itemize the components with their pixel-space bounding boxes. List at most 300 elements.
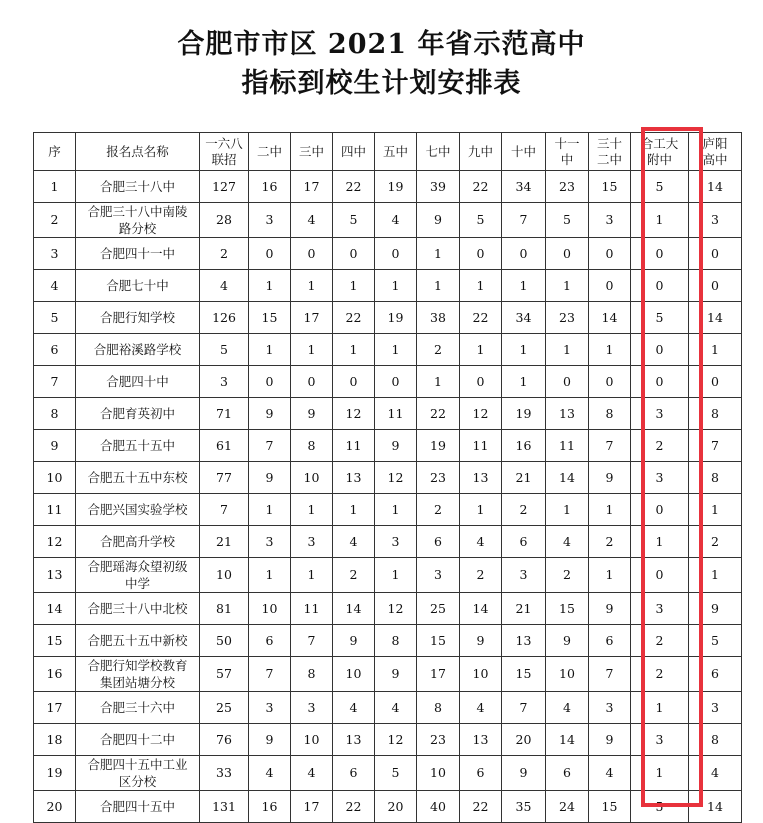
school-name-cell: 合肥七十中 — [76, 270, 200, 302]
quota-cell: 6 — [689, 657, 742, 692]
school-name-cell: 合肥三十八中南陵 路分校 — [76, 203, 200, 238]
quota-cell: 8 — [589, 398, 631, 430]
quota-cell: 13 — [460, 462, 502, 494]
school-name-cell: 合肥三十六中 — [76, 692, 200, 724]
quota-cell: 0 — [375, 366, 417, 398]
quota-cell: 1 — [417, 238, 460, 270]
quota-cell: 16 — [249, 171, 291, 203]
row-index-cell: 16 — [34, 657, 76, 692]
row-index-cell: 2 — [34, 203, 76, 238]
quota-cell: 0 — [375, 238, 417, 270]
header-hfut-affiliated: 合工大 附中 — [631, 133, 689, 171]
quota-cell: 12 — [375, 724, 417, 756]
quota-cell: 6 — [546, 756, 589, 791]
quota-cell: 14 — [546, 462, 589, 494]
quota-cell: 0 — [502, 238, 546, 270]
table-row — [34, 625, 742, 657]
quota-cell: 9 — [249, 724, 291, 756]
table-row — [34, 657, 742, 692]
quota-cell: 2 — [631, 657, 689, 692]
quota-cell: 1 — [333, 494, 375, 526]
quota-cell: 1 — [631, 526, 689, 558]
quota-cell: 1 — [417, 270, 460, 302]
table-row — [34, 526, 742, 558]
school-name-cell: 合肥四十五中工业 区分校 — [76, 756, 200, 791]
quota-cell: 22 — [417, 398, 460, 430]
quota-cell: 9 — [333, 625, 375, 657]
quota-cell: 0 — [291, 238, 333, 270]
quota-cell: 9 — [589, 462, 631, 494]
quota-cell: 10 — [291, 462, 333, 494]
table-row — [34, 398, 742, 430]
school-name-cell: 合肥裕溪路学校 — [76, 334, 200, 366]
quota-cell: 5 — [689, 625, 742, 657]
row-index-cell: 7 — [34, 366, 76, 398]
quota-cell: 0 — [631, 366, 689, 398]
quota-cell: 4 — [689, 756, 742, 791]
quota-cell: 21 — [200, 526, 249, 558]
quota-cell: 1 — [460, 494, 502, 526]
school-name-cell: 合肥三十八中 — [76, 171, 200, 203]
quota-cell: 20 — [375, 791, 417, 823]
quota-cell: 5 — [460, 203, 502, 238]
quota-cell: 10 — [546, 657, 589, 692]
quota-cell: 11 — [375, 398, 417, 430]
quota-cell: 61 — [200, 430, 249, 462]
quota-cell: 4 — [291, 203, 333, 238]
quota-cell: 2 — [502, 494, 546, 526]
quota-cell: 1 — [249, 494, 291, 526]
quota-cell: 4 — [460, 692, 502, 724]
quota-cell: 5 — [631, 791, 689, 823]
quota-cell: 7 — [291, 625, 333, 657]
quota-cell: 0 — [631, 238, 689, 270]
quota-cell: 0 — [249, 238, 291, 270]
quota-cell: 22 — [333, 791, 375, 823]
quota-cell: 71 — [200, 398, 249, 430]
quota-cell: 2 — [417, 334, 460, 366]
quota-cell: 14 — [689, 791, 742, 823]
quota-cell: 3 — [631, 462, 689, 494]
quota-cell: 127 — [200, 171, 249, 203]
quota-cell: 13 — [333, 462, 375, 494]
school-name-cell: 合肥五十五中东校 — [76, 462, 200, 494]
quota-cell: 2 — [417, 494, 460, 526]
quota-cell: 2 — [200, 238, 249, 270]
quota-cell: 9 — [546, 625, 589, 657]
row-index-cell: 17 — [34, 692, 76, 724]
quota-cell: 9 — [417, 203, 460, 238]
quota-cell: 7 — [689, 430, 742, 462]
quota-cell: 15 — [502, 657, 546, 692]
quota-cell: 19 — [502, 398, 546, 430]
quota-cell: 7 — [502, 692, 546, 724]
school-name-cell: 合肥四十一中 — [76, 238, 200, 270]
row-index-cell: 10 — [34, 462, 76, 494]
quota-cell: 3 — [249, 203, 291, 238]
quota-cell: 3 — [631, 398, 689, 430]
quota-cell: 15 — [546, 593, 589, 625]
quota-cell: 33 — [200, 756, 249, 791]
quota-cell: 0 — [689, 270, 742, 302]
quota-cell: 35 — [502, 791, 546, 823]
quota-cell: 6 — [333, 756, 375, 791]
row-index-cell: 4 — [34, 270, 76, 302]
quota-cell: 0 — [631, 494, 689, 526]
quota-cell: 11 — [291, 593, 333, 625]
quota-cell: 4 — [546, 526, 589, 558]
quota-cell: 1 — [375, 334, 417, 366]
quota-cell: 1 — [546, 334, 589, 366]
school-name-cell: 合肥三十八中北校 — [76, 593, 200, 625]
quota-cell: 1 — [546, 270, 589, 302]
school-name-cell: 合肥育英初中 — [76, 398, 200, 430]
row-index-cell: 18 — [34, 724, 76, 756]
quota-cell: 15 — [249, 302, 291, 334]
quota-cell: 23 — [546, 302, 589, 334]
table-row — [34, 302, 742, 334]
quota-cell: 1 — [689, 494, 742, 526]
quota-cell: 2 — [546, 558, 589, 593]
quota-cell: 13 — [460, 724, 502, 756]
quota-cell: 17 — [291, 302, 333, 334]
quota-cell: 14 — [460, 593, 502, 625]
table-row — [34, 692, 742, 724]
quota-cell: 0 — [546, 366, 589, 398]
table-row — [34, 270, 742, 302]
row-index-cell: 11 — [34, 494, 76, 526]
quota-cell: 3 — [291, 526, 333, 558]
quota-cell: 6 — [460, 756, 502, 791]
row-index-cell: 14 — [34, 593, 76, 625]
quota-cell: 1 — [375, 558, 417, 593]
quota-cell: 0 — [589, 238, 631, 270]
quota-cell: 12 — [460, 398, 502, 430]
quota-cell: 7 — [249, 430, 291, 462]
quota-cell: 15 — [589, 791, 631, 823]
header-no7: 七中 — [417, 133, 460, 171]
quota-cell: 5 — [200, 334, 249, 366]
quota-cell: 20 — [502, 724, 546, 756]
page-title-line1: 合肥市市区 2021 年省示范高中 — [177, 29, 586, 60]
quota-cell: 17 — [417, 657, 460, 692]
header-luyang: 庐阳 高中 — [689, 133, 742, 171]
row-index-cell: 8 — [34, 398, 76, 430]
quota-cell: 13 — [333, 724, 375, 756]
row-index-cell: 12 — [34, 526, 76, 558]
row-index-cell: 13 — [34, 558, 76, 593]
quota-cell: 14 — [589, 302, 631, 334]
row-index-cell: 1 — [34, 171, 76, 203]
school-name-cell: 合肥行知学校 — [76, 302, 200, 334]
school-name-cell: 合肥五十五中 — [76, 430, 200, 462]
quota-cell: 19 — [375, 171, 417, 203]
quota-cell: 1 — [375, 270, 417, 302]
quota-cell: 0 — [249, 366, 291, 398]
table-row — [34, 462, 742, 494]
quota-table — [33, 132, 742, 823]
quota-cell: 4 — [200, 270, 249, 302]
school-name-cell: 合肥四十二中 — [76, 724, 200, 756]
quota-cell: 16 — [249, 791, 291, 823]
table-row — [34, 171, 742, 203]
quota-cell: 10 — [249, 593, 291, 625]
quota-cell: 8 — [689, 462, 742, 494]
header-no2: 二中 — [249, 133, 291, 171]
quota-cell: 3 — [631, 724, 689, 756]
quota-cell: 10 — [460, 657, 502, 692]
quota-cell: 7 — [249, 657, 291, 692]
quota-cell: 34 — [502, 302, 546, 334]
row-index-cell: 20 — [34, 791, 76, 823]
quota-cell: 23 — [417, 724, 460, 756]
quota-cell: 8 — [417, 692, 460, 724]
quota-cell: 15 — [417, 625, 460, 657]
quota-cell: 3 — [249, 526, 291, 558]
quota-cell: 1 — [589, 494, 631, 526]
quota-cell: 1 — [631, 756, 689, 791]
quota-cell: 13 — [502, 625, 546, 657]
quota-cell: 10 — [417, 756, 460, 791]
quota-cell: 1 — [291, 334, 333, 366]
header-no11: 十一 中 — [546, 133, 589, 171]
quota-cell: 7 — [589, 657, 631, 692]
table-row — [34, 334, 742, 366]
quota-cell: 1 — [417, 366, 460, 398]
quota-cell: 1 — [333, 270, 375, 302]
quota-cell: 2 — [689, 526, 742, 558]
quota-cell: 0 — [333, 366, 375, 398]
quota-cell: 6 — [249, 625, 291, 657]
header-no5: 五中 — [375, 133, 417, 171]
quota-cell: 1 — [589, 334, 631, 366]
quota-cell: 9 — [375, 430, 417, 462]
quota-cell: 5 — [375, 756, 417, 791]
quota-cell: 14 — [546, 724, 589, 756]
quota-cell: 0 — [631, 334, 689, 366]
row-index-cell: 3 — [34, 238, 76, 270]
quota-cell: 38 — [417, 302, 460, 334]
quota-cell: 25 — [417, 593, 460, 625]
quota-cell: 131 — [200, 791, 249, 823]
quota-cell: 0 — [689, 366, 742, 398]
quota-cell: 3 — [417, 558, 460, 593]
quota-cell: 0 — [689, 238, 742, 270]
quota-cell: 1 — [249, 558, 291, 593]
quota-cell: 1 — [631, 203, 689, 238]
row-index-cell: 19 — [34, 756, 76, 791]
quota-cell: 14 — [689, 171, 742, 203]
quota-cell: 3 — [375, 526, 417, 558]
quota-cell: 12 — [375, 593, 417, 625]
table-row — [34, 430, 742, 462]
school-name-cell: 合肥兴国实验学校 — [76, 494, 200, 526]
quota-cell: 77 — [200, 462, 249, 494]
table-row — [34, 238, 742, 270]
quota-cell: 57 — [200, 657, 249, 692]
quota-cell: 1 — [249, 334, 291, 366]
quota-cell: 1 — [546, 494, 589, 526]
header-no10: 十中 — [502, 133, 546, 171]
quota-cell: 9 — [375, 657, 417, 692]
quota-cell: 0 — [631, 270, 689, 302]
quota-cell: 4 — [333, 692, 375, 724]
header-index: 序 — [34, 133, 76, 171]
quota-cell: 9 — [689, 593, 742, 625]
quota-cell: 1 — [460, 334, 502, 366]
quota-cell: 8 — [291, 430, 333, 462]
table-row — [34, 791, 742, 823]
quota-cell: 2 — [460, 558, 502, 593]
quota-cell: 1 — [333, 334, 375, 366]
school-name-cell: 合肥瑶海众望初级 中学 — [76, 558, 200, 593]
quota-cell: 8 — [291, 657, 333, 692]
quota-cell: 22 — [460, 171, 502, 203]
quota-cell: 4 — [546, 692, 589, 724]
table-row — [34, 724, 742, 756]
quota-cell: 1 — [689, 334, 742, 366]
quota-cell: 7 — [589, 430, 631, 462]
school-name-cell: 合肥高升学校 — [76, 526, 200, 558]
quota-cell: 126 — [200, 302, 249, 334]
quota-cell: 23 — [417, 462, 460, 494]
quota-cell: 8 — [689, 724, 742, 756]
quota-cell: 9 — [291, 398, 333, 430]
page-title-line2: 指标到校生计划安排表 — [241, 68, 522, 99]
quota-cell: 39 — [417, 171, 460, 203]
quota-cell: 23 — [546, 171, 589, 203]
row-index-cell: 5 — [34, 302, 76, 334]
school-name-cell: 合肥五十五中新校 — [76, 625, 200, 657]
quota-cell: 5 — [631, 171, 689, 203]
school-name-cell: 合肥四十中 — [76, 366, 200, 398]
quota-cell: 0 — [291, 366, 333, 398]
quota-cell: 5 — [333, 203, 375, 238]
quota-cell: 12 — [375, 462, 417, 494]
header-no9: 九中 — [460, 133, 502, 171]
quota-cell: 2 — [333, 558, 375, 593]
header-school-name: 报名点名称 — [76, 133, 200, 171]
header-168: 一六八 联招 — [200, 133, 249, 171]
quota-cell: 25 — [200, 692, 249, 724]
quota-cell: 9 — [460, 625, 502, 657]
quota-cell: 1 — [291, 270, 333, 302]
quota-cell: 21 — [502, 593, 546, 625]
quota-cell: 2 — [589, 526, 631, 558]
quota-cell: 6 — [502, 526, 546, 558]
quota-cell: 14 — [689, 302, 742, 334]
quota-cell: 1 — [502, 334, 546, 366]
table-row — [34, 558, 742, 593]
quota-cell: 3 — [589, 203, 631, 238]
quota-cell: 3 — [502, 558, 546, 593]
quota-cell: 15 — [589, 171, 631, 203]
quota-cell: 40 — [417, 791, 460, 823]
row-index-cell: 9 — [34, 430, 76, 462]
quota-cell: 34 — [502, 171, 546, 203]
quota-cell: 1 — [291, 558, 333, 593]
quota-cell: 3 — [631, 593, 689, 625]
school-name-cell: 合肥四十五中 — [76, 791, 200, 823]
quota-cell: 13 — [546, 398, 589, 430]
quota-cell: 0 — [546, 238, 589, 270]
quota-cell: 1 — [375, 494, 417, 526]
quota-cell: 9 — [589, 593, 631, 625]
quota-cell: 22 — [333, 171, 375, 203]
quota-cell: 0 — [631, 558, 689, 593]
quota-cell: 0 — [333, 238, 375, 270]
quota-cell: 9 — [502, 756, 546, 791]
quota-cell: 4 — [589, 756, 631, 791]
quota-cell: 1 — [689, 558, 742, 593]
quota-cell: 4 — [375, 692, 417, 724]
quota-cell: 9 — [589, 724, 631, 756]
quota-cell: 4 — [249, 756, 291, 791]
quota-cell: 19 — [417, 430, 460, 462]
quota-cell: 22 — [460, 302, 502, 334]
table-row — [34, 366, 742, 398]
quota-cell: 19 — [375, 302, 417, 334]
school-name-cell: 合肥行知学校教育 集团站塘分校 — [76, 657, 200, 692]
quota-cell: 1 — [502, 366, 546, 398]
quota-cell: 17 — [291, 171, 333, 203]
row-index-cell: 6 — [34, 334, 76, 366]
quota-cell: 0 — [589, 270, 631, 302]
quota-cell: 3 — [689, 203, 742, 238]
quota-cell: 5 — [631, 302, 689, 334]
quota-cell: 1 — [631, 692, 689, 724]
quota-cell: 24 — [546, 791, 589, 823]
quota-cell: 1 — [502, 270, 546, 302]
quota-cell: 17 — [291, 791, 333, 823]
quota-cell: 3 — [689, 692, 742, 724]
quota-cell: 22 — [333, 302, 375, 334]
quota-cell: 0 — [460, 238, 502, 270]
quota-cell: 8 — [375, 625, 417, 657]
quota-cell: 1 — [291, 494, 333, 526]
quota-cell: 7 — [200, 494, 249, 526]
quota-cell: 50 — [200, 625, 249, 657]
table-row — [34, 494, 742, 526]
quota-cell: 7 — [502, 203, 546, 238]
quota-cell: 12 — [333, 398, 375, 430]
quota-cell: 16 — [502, 430, 546, 462]
header-no3: 三中 — [291, 133, 333, 171]
quota-cell: 9 — [249, 398, 291, 430]
quota-cell: 10 — [200, 558, 249, 593]
quota-cell: 11 — [460, 430, 502, 462]
quota-cell: 1 — [249, 270, 291, 302]
header-no32: 三十 二中 — [589, 133, 631, 171]
quota-cell: 14 — [333, 593, 375, 625]
table-row — [34, 203, 742, 238]
quota-cell: 3 — [249, 692, 291, 724]
quota-cell: 21 — [502, 462, 546, 494]
quota-cell: 3 — [291, 692, 333, 724]
quota-cell: 10 — [333, 657, 375, 692]
quota-cell: 28 — [200, 203, 249, 238]
table-header-row — [34, 133, 742, 171]
quota-cell: 4 — [291, 756, 333, 791]
quota-cell: 0 — [460, 366, 502, 398]
quota-cell: 11 — [546, 430, 589, 462]
quota-cell: 76 — [200, 724, 249, 756]
quota-cell: 22 — [460, 791, 502, 823]
quota-cell: 4 — [460, 526, 502, 558]
header-no4: 四中 — [333, 133, 375, 171]
quota-cell: 81 — [200, 593, 249, 625]
quota-cell: 6 — [417, 526, 460, 558]
